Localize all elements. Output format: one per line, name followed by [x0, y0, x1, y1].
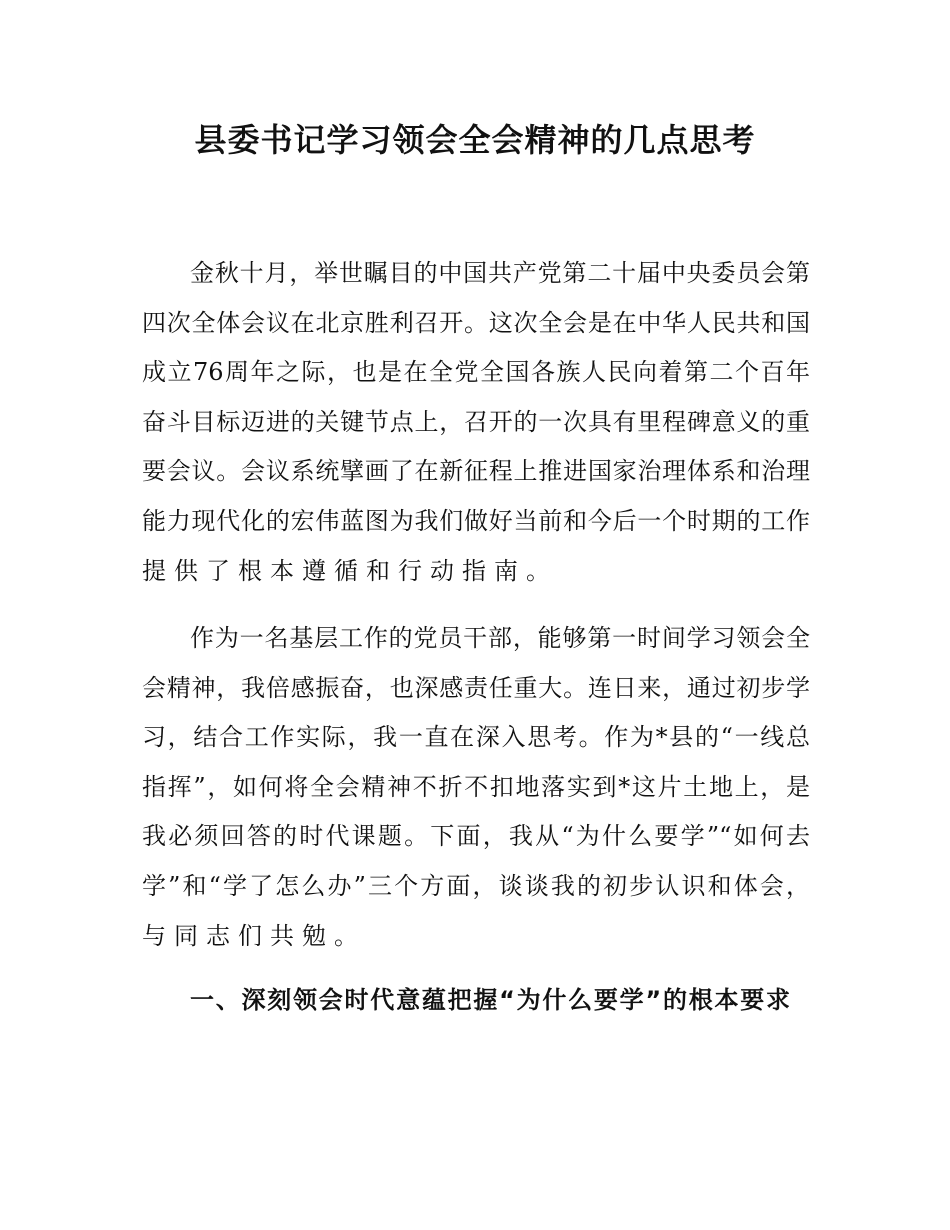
paragraph-line: 奋斗目标迈进的关键节点上，召开的一次具有里程碑意义的重: [142, 407, 810, 436]
paragraph-line: 会精神，我倍感振奋，也深感责任重大。连日来，通过初步学: [142, 673, 810, 702]
paragraph-line: 指挥”，如何将全会精神不折不扣地落实到*这片土地上，是: [142, 772, 810, 801]
paragraph-line: 与同志们共勉。: [142, 921, 366, 950]
paragraph-line: 习，结合工作实际，我一直在深入思考。作为*县的“一线总: [142, 723, 810, 752]
paragraph-line: 要会议。会议系统擘画了在新征程上推进国家治理体系和治理: [142, 457, 810, 486]
paragraph-line: 我必须回答的时代课题。下面，我从“为什么要学”“如何去: [142, 822, 810, 851]
paragraph-line: 金秋十月，举世瞩目的中国共产党第二十届中央委员会第: [190, 259, 810, 287]
paragraph-line: 学”和“学了怎么办”三个方面，谈谈我的初步认识和体会，: [142, 872, 810, 900]
paragraph-line: 作为一名基层工作的党员干部，能够第一时间学习领会全: [190, 624, 810, 652]
paragraph-line: 四次全体会议在北京胜利召开。这次全会是在中华人民共和国: [142, 308, 810, 337]
paragraph-line: 提供了根本遵循和行动指南。: [142, 556, 558, 585]
paragraph-line: 成立76周年之际，也是在全党全国各族人民向着第二个百年: [142, 358, 810, 387]
document-title: 县委书记学习领会全会精神的几点思考: [194, 121, 756, 159]
section-heading: 一、深刻领会时代意蕴把握“为什么要学”的根本要求: [190, 986, 790, 1014]
paragraph-line: 能力现代化的宏伟蓝图为我们做好当前和今后一个时期的工作: [142, 507, 810, 535]
